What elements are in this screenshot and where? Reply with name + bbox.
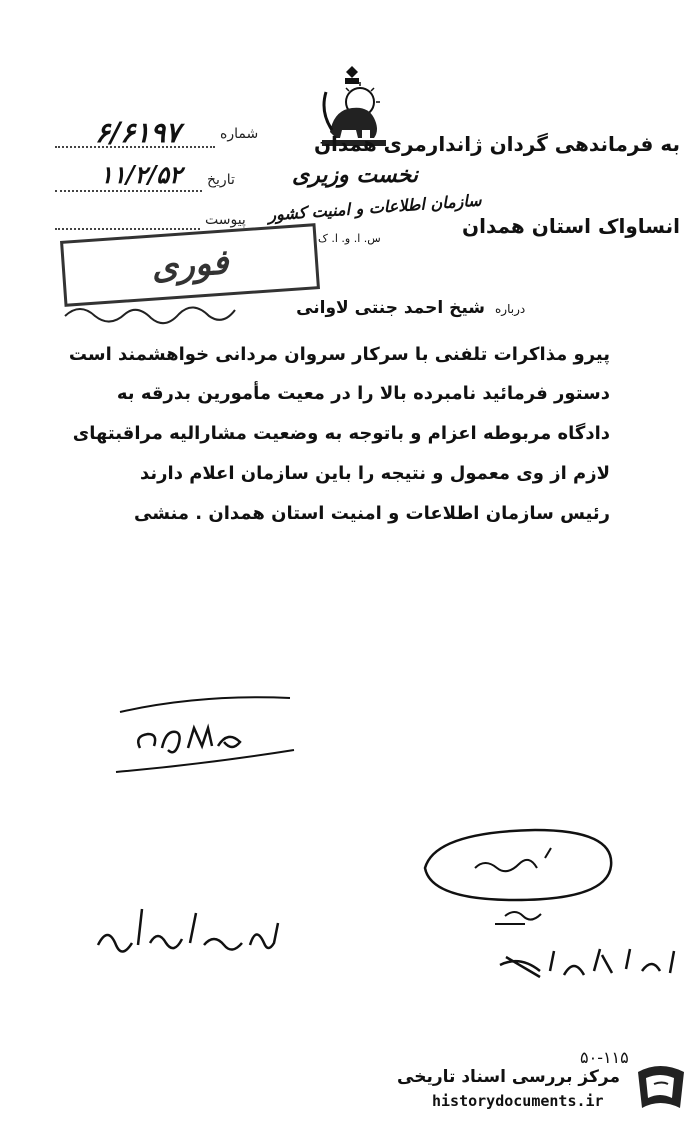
- handwritten-note-left: [90, 895, 290, 979]
- body-line-2: دستور فرمائید نامبرده بالا را در معیت مأمورین بدرقه به: [116, 383, 610, 404]
- urgent-stamp: [60, 223, 320, 307]
- recipient: انساواک استان همدان: [462, 214, 680, 238]
- body-line-5: رئیس سازمان اطلاعات و امنیت استان همدان . منشی: [134, 503, 610, 524]
- date-value: ۱۱/۲/۵۲: [100, 160, 182, 189]
- document-code: ۵۰-۱۱۵: [580, 1048, 629, 1067]
- attachment-dots: [55, 228, 200, 230]
- date-dots: [55, 190, 202, 192]
- org-code: س. ا. و. ا. ک: [318, 232, 381, 245]
- subject-value: شیخ احمد جنتی لاوانی: [296, 298, 485, 318]
- handwritten-signature-1: [110, 690, 300, 784]
- authority-line: به فرماندهی گردان ژاندارمری همدان: [313, 132, 680, 156]
- archive-logo-icon: [630, 1060, 690, 1119]
- handwritten-date-right: [490, 935, 690, 999]
- date-label: تاریخ: [207, 172, 235, 188]
- archive-name: مرکز بررسی اسناد تاریخی: [397, 1067, 620, 1087]
- subject-handwritten-scribble: [60, 298, 260, 332]
- body-line-4: لازم از وی معمول و نتیجه را باین سازمان اعلام دارند: [140, 463, 610, 484]
- body-line-1: پیرو مذاکرات تلفنی با سرکار سروان مردانی خواهشمند است: [68, 344, 610, 365]
- attachment-label: پیوست: [205, 212, 246, 228]
- number-label: شماره: [220, 126, 259, 142]
- handwritten-signature-oval: [415, 828, 615, 942]
- org-name: سازمان اطلاعات و امنیت کشور: [267, 190, 483, 225]
- urgent-stamp-text: فوری: [150, 242, 230, 288]
- subject-label: درباره: [495, 302, 526, 316]
- archive-website: historydocuments.ir: [432, 1092, 604, 1110]
- body-line-3: دادگاه مربوطه اعزام و باتوجه به وضعیت مشارالیه مراقبتهای: [72, 423, 610, 444]
- office-name: نخست وزیری: [292, 162, 418, 188]
- number-value: ۶/۶۱۹۷: [95, 116, 181, 149]
